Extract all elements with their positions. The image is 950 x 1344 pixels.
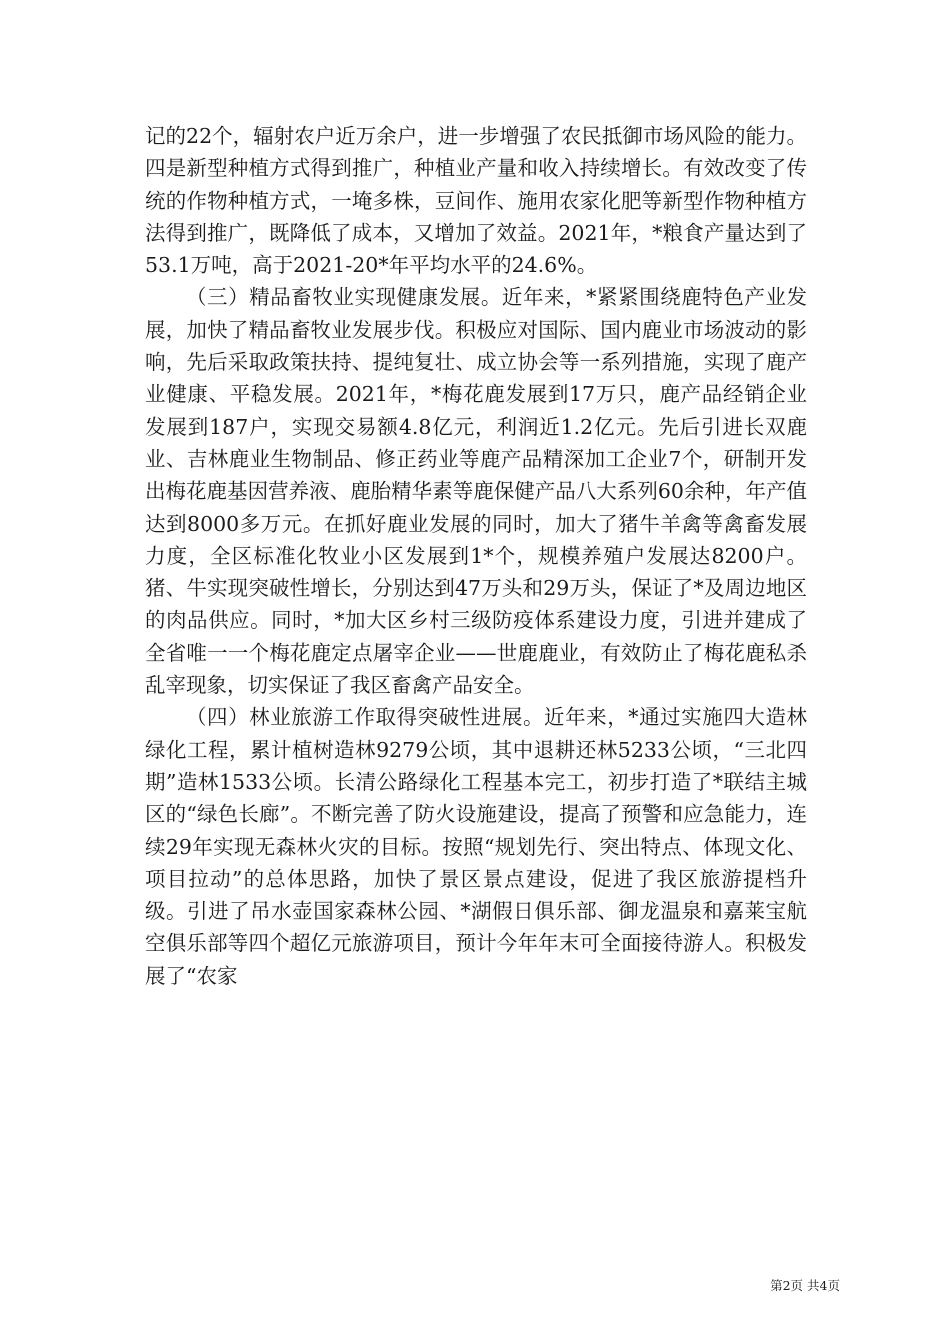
paragraph-forestry-tourism: （四）林业旅游工作取得突破性进展。近年来，*通过实施四大造林绿化工程，累计植树造林9279公顷，其中退耕还林5233公顷，“三北四期”造林1533公顷。长清公路绿化工程基本完工，初步打造了*联结主城区的“绿色长廊”。不断完善了防火设施建设，提高了预警和应急能力，连续29年实现无森林火灾的目标。按照“规划先行、突出特点、体现文化、项目拉动”的总体思路，加快了景区景点建设，促进了我区旅游提档升级。引进了吊水壶国家森林公园、*湖假日俱乐部、御龙温泉和嘉莱宝航空俱乐部等四个超亿元旅游项目，预计今年年末可全面接待游人。积极发展了“农家: [145, 705, 807, 988]
document-body: [145, 120, 807, 992]
paragraph-livestock: （三）精品畜牧业实现健康发展。近年来，*紧紧围绕鹿特色产业发展，加快了精品畜牧业发展步伐。积极应对国际、国内鹿业市场波动的影响，先后采取政策扶持、提纯复壮、成立协会等一系列措施，实现了鹿产业健康、平稳发展。2021年，*梅花鹿发展到17万只，鹿产品经销企业发展到187户，实现交易额4.8亿元，利润近1.2亿元。先后引进长双鹿业、吉林鹿业生物制品、修正药业等鹿产品精深加工企业7个，研制开发出梅花鹿基因营养液、鹿胎精华素等鹿保健产品八大系列60余种，年产值达到8000多万元。在抓好鹿业发展的同时，加大了猪牛羊禽等禽畜发展力度，全区标准化牧业小区发展到1*个，规模养殖户发展达8200户。猪、牛实现突破性增长，分别达到47万头和29万头，保证了*及周边地区的肉品供应。同时，*加大区乡村三级防疫体系建设力度，引进并建成了全省唯一一个梅花鹿定点屠宰企业——世鹿鹿业，有效防止了梅花鹿私杀乱宰现象，切实保证了我区畜禽产品安全。: [145, 285, 807, 698]
page-number-footer: 第2页 共4页: [770, 1278, 840, 1293]
paragraph-continuation: 记的22个，辐射农户近万余户，进一步增强了农民抵御市场风险的能力。四是新型种植方式得到推广，种植业产量和收入持续增长。有效改变了传统的作物种植方式，一埯多株，豆间作、施用农家化肥等新型作物种植方法得到推广，既降低了成本，又增加了效益。2021年，*粮食产量达到了53.1万吨，高于2021-20*年平均水平的24.6%。: [145, 124, 807, 278]
